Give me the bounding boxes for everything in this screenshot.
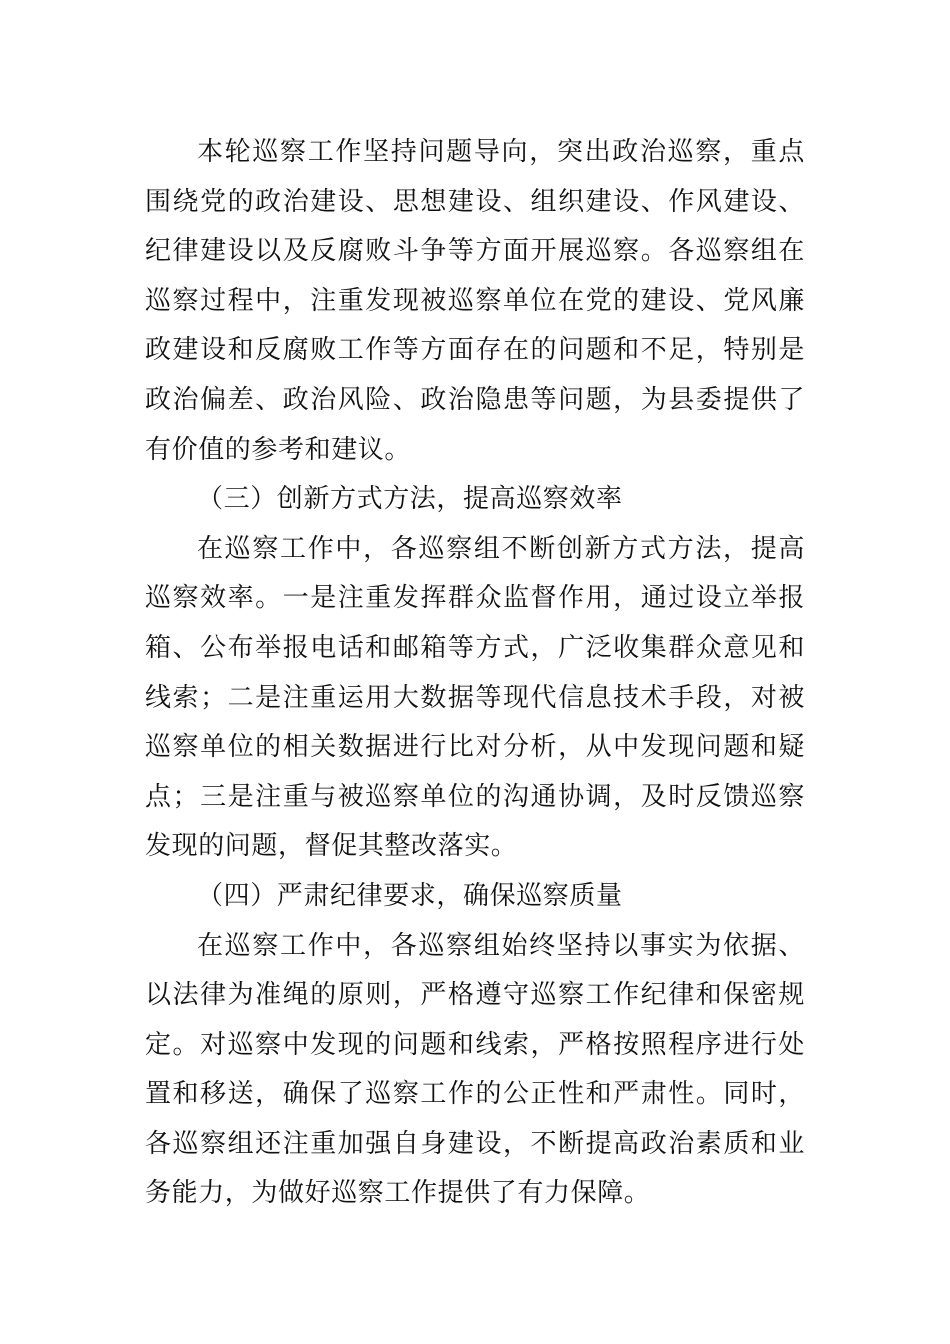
body-paragraph: 在巡察工作中，各巡察组不断创新方式方法，提高巡察效率。一是注重发挥群众监督作用，通过设立举报箱、公布举报电话和邮箱等方式，广泛收集群众意见和线索；二是注重运用大数据等现代信息技术手段，对被巡察单位的相关数据进行比对分析，从中发现问题和疑点；三是注重与被巡察单位的沟通协调，及时反馈巡察发现的问题，督促其整改落实。: [145, 533, 805, 862]
section-heading: （四）严肃纪律要求，确保巡察质量: [197, 880, 623, 911]
body-paragraph: 在巡察工作中，各巡察组始终坚持以事实为依据、以法律为准绳的原则，严格遵守巡察工作纪律和保密规定。对巡察中发现的问题和线索，严格按照程序进行处置和移送，确保了巡察工作的公正性和严肃性。同时，各巡察组还注重加强自身建设，不断提高政治素质和业务能力，为做好巡察工作提供了有力保障。: [145, 930, 805, 1209]
body-paragraph: 本轮巡察工作坚持问题导向，突出政治巡察，重点围绕党的政治建设、思想建设、组织建设、作风建设、纪律建设以及反腐败斗争等方面开展巡察。各巡察组在巡察过程中，注重发现被巡察单位在党的建设、党风廉政建设和反腐败工作等方面存在的问题和不足，特别是政治偏差、政治风险、政治隐患等问题，为县委提供了有价值的参考和建议。: [145, 137, 805, 465]
document-body: [145, 128, 805, 1219]
section-heading: （三）创新方式方法，提高巡察效率: [197, 484, 623, 515]
